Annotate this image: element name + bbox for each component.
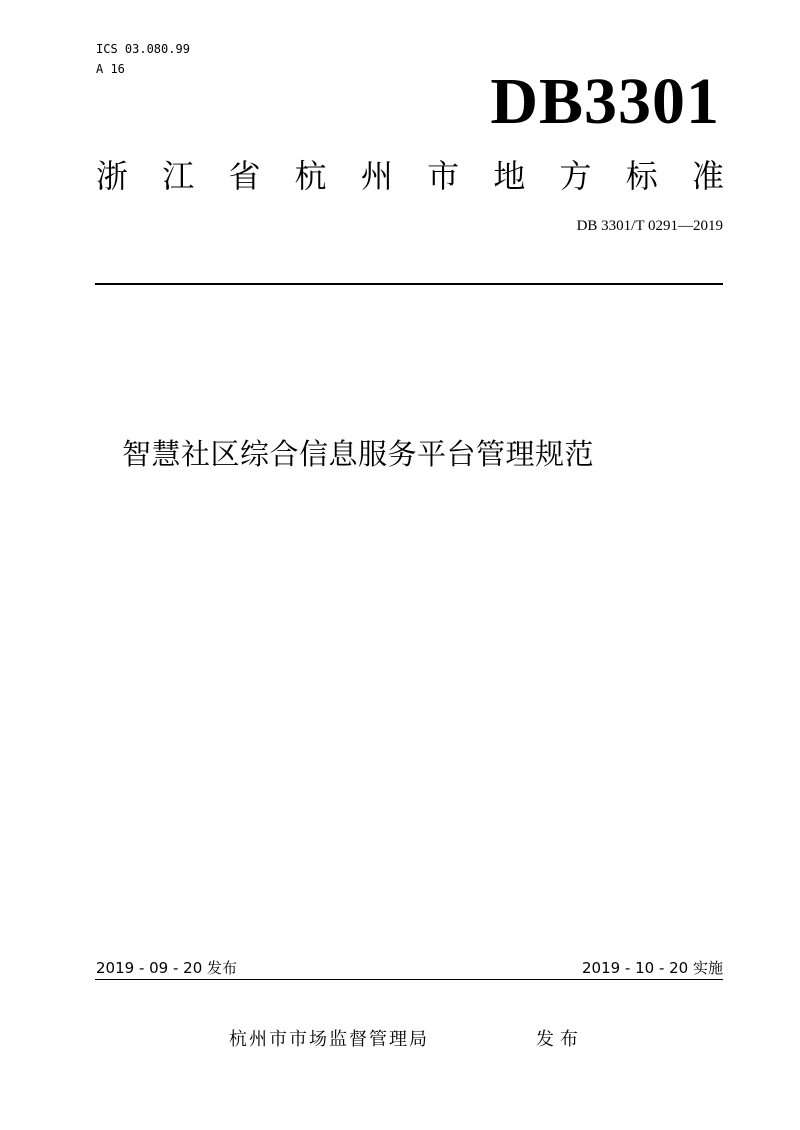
standard-prefix: DB3301 (490, 65, 720, 138)
issuing-authority: 杭州市市场监督管理局 (229, 1029, 429, 1050)
standard-type-char: 市 (427, 157, 460, 195)
standard-type-char: 标 (625, 157, 658, 195)
standard-type-char: 方 (559, 157, 592, 195)
standard-type-char: 州 (360, 157, 393, 195)
document-title: 智慧社区综合信息服务平台管理规范 (122, 437, 595, 471)
standard-type-title (96, 156, 724, 196)
standard-number: DB 3301/T 0291—2019 (576, 218, 723, 234)
implementation-date: 2019 - 10 - 20 实施 (581, 959, 723, 977)
standard-type-char: 浙 (96, 157, 129, 195)
ics-code: ICS 03.080.99 (96, 42, 190, 56)
issued-label: 发布 (536, 1029, 584, 1050)
standard-type-char: 地 (493, 157, 526, 195)
standard-type-char: 江 (162, 157, 195, 195)
standard-type-char: 省 (228, 157, 261, 195)
standard-type-char: 杭 (294, 157, 327, 195)
ccs-code: A 16 (96, 62, 125, 76)
header-divider (95, 283, 723, 285)
issue-date: 2019 - 09 - 20 发布 (96, 959, 238, 977)
footer-divider (95, 979, 723, 980)
standard-type-char: 准 (691, 157, 724, 195)
